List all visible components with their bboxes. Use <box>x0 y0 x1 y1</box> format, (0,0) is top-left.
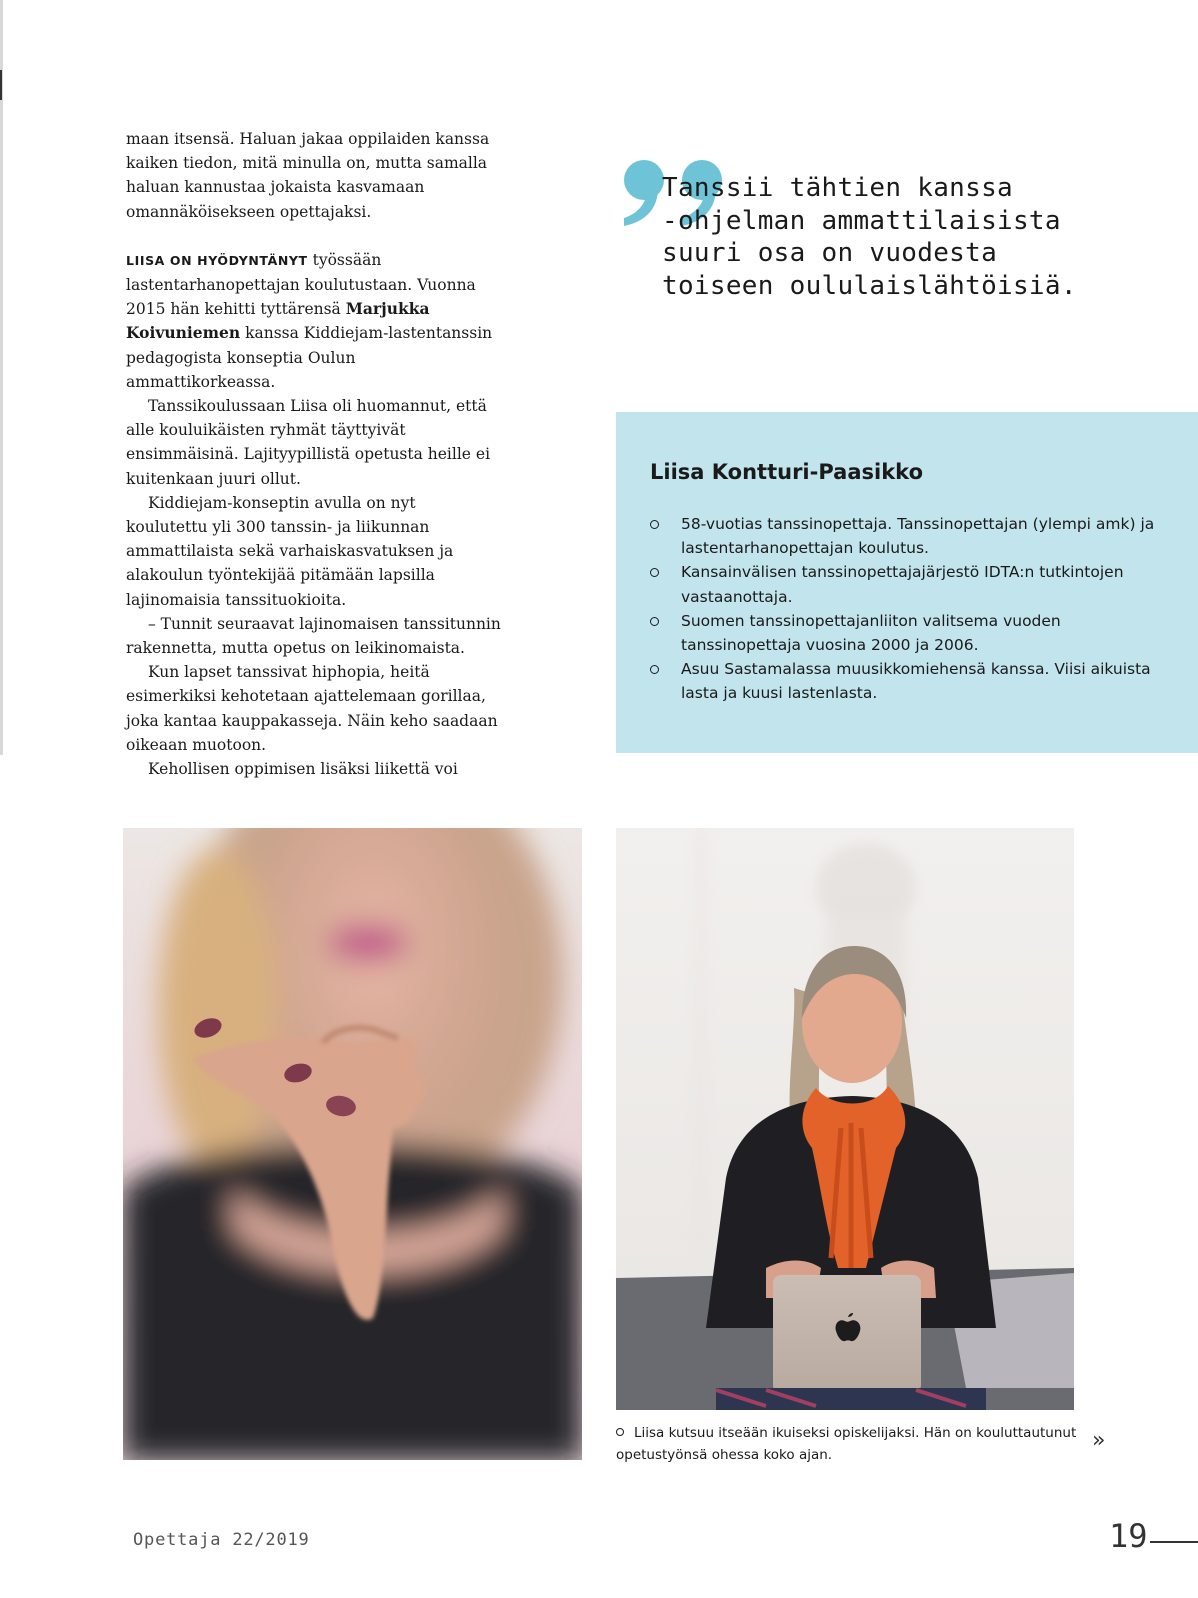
photo-caption-text: Liisa kutsuu itseään ikuiseksi opiskelijaksi. Hän on kouluttautunut opetustyönsä ohessa koko ajan. <box>616 1425 1077 1463</box>
body-paragraph-1: maan itsensä. Haluan jakaa oppilaiden kanssa kaiken tiedon, mitä minulla on, mutta samalla haluan kannustaa jokaista kasvamaan omannäköisekseen opettajaksi. <box>126 130 490 221</box>
body-paragraph-6: Kun lapset tanssivat hiphopia, heitä esimerkiksi kehotetaan ajattelemaan gorillaa, joka kantaa kauppakasseja. Näin keho saadaan oikeaan muotoon. <box>126 663 498 754</box>
publication-issue: Opettaja 22/2019 <box>133 1530 310 1550</box>
paragraph-lead-in: LIISA ON HYÖDYNTÄNYT <box>126 252 308 268</box>
photo-caption <box>616 1422 1086 1466</box>
body-paragraph-2 <box>126 248 501 394</box>
page-spine-edge <box>0 0 3 755</box>
pull-quote-line: toiseen oululaislähtöisiä. <box>662 270 1077 301</box>
page-number: 19 <box>1109 1517 1148 1555</box>
person-name-bold: Marjukka Koivuniemen <box>126 299 430 343</box>
circle-bullet-icon <box>650 520 659 529</box>
body-paragraph-5: – Tunnit seuraavat lajinomaisen tanssitunnin rakennetta, mutta opetus on leikinomaista. <box>126 614 501 658</box>
photo-woman-with-laptop <box>616 828 1074 1410</box>
body-paragraph-4: Kiddiejam-konseptin avulla on nyt koulutettu yli 300 tanssin- ja liikunnan ammattilaista sekä varhaiskasvatuksen ja alakoulun työntekijää pitämään lapsilla lajinomaisia tanssituokioita. <box>126 493 454 609</box>
fact-item-text: Suomen tanssinopettajanliiton valitsema vuoden tanssinopettaja vuosina 2000 ja 2006. <box>681 611 1061 655</box>
profile-fact-box <box>616 412 1198 753</box>
body-text-column <box>126 127 501 781</box>
body-paragraph-7: Kehollisen oppimisen lisäksi liikettä voi <box>148 760 458 779</box>
pull-quote-line: -ohjelman ammattilaisista <box>662 205 1061 236</box>
fact-list <box>650 512 1170 706</box>
page-spine-mark <box>0 70 2 100</box>
fact-list-item <box>650 657 1170 705</box>
footer-rule <box>1150 1541 1198 1543</box>
pull-quote-line: suuri osa on vuodesta <box>662 238 998 268</box>
continue-arrow-icon: » <box>1092 1428 1106 1453</box>
fact-item-text: 58-vuotias tanssinopettaja. Tanssinopettajan (ylempi amk) ja lastentarhanopettajan koulutus. <box>681 515 1155 558</box>
fact-item-text: Asuu Sastamalassa muusikkomiehensä kanssa. Viisi aikuista lasta ja kuusi lastenlasta. <box>681 660 1151 703</box>
body-paragraph-2-text-a: työssään lastentarhanopettajan koulutustaan. Vuonna 2015 hän kehitti tyttärensä <box>126 250 476 319</box>
fact-list-item <box>650 512 1170 560</box>
circle-bullet-icon <box>650 568 659 577</box>
photo-hand-gesture <box>123 828 582 1460</box>
body-paragraph-3: Tanssikoulussaan Liisa oli huomannut, että alle kouluikäisten ryhmät täyttyivät ensimmäisinä. Lajityypillistä opetusta heille ei kuitenkaan juuri ollut. <box>126 397 491 488</box>
fact-box-title: Liisa Kontturi-Paasikko <box>650 460 923 484</box>
circle-bullet-icon <box>650 617 659 626</box>
pull-quote <box>662 172 1142 302</box>
body-paragraph-2-text-b: kanssa Kiddiejam-lastentanssin pedagogista konseptia Oulun ammattikorkeassa. <box>126 324 493 391</box>
pull-quote-line: Tanssii tähtien kanssa <box>662 173 1013 203</box>
circle-bullet-icon <box>616 1428 624 1436</box>
circle-bullet-icon <box>650 665 659 674</box>
fact-list-item <box>650 609 1170 657</box>
fact-item-text: Kansainvälisen tanssinopettajajärjestö IDTA:n tutkintojen vastaanottaja. <box>681 563 1124 606</box>
fact-list-item <box>650 560 1170 608</box>
